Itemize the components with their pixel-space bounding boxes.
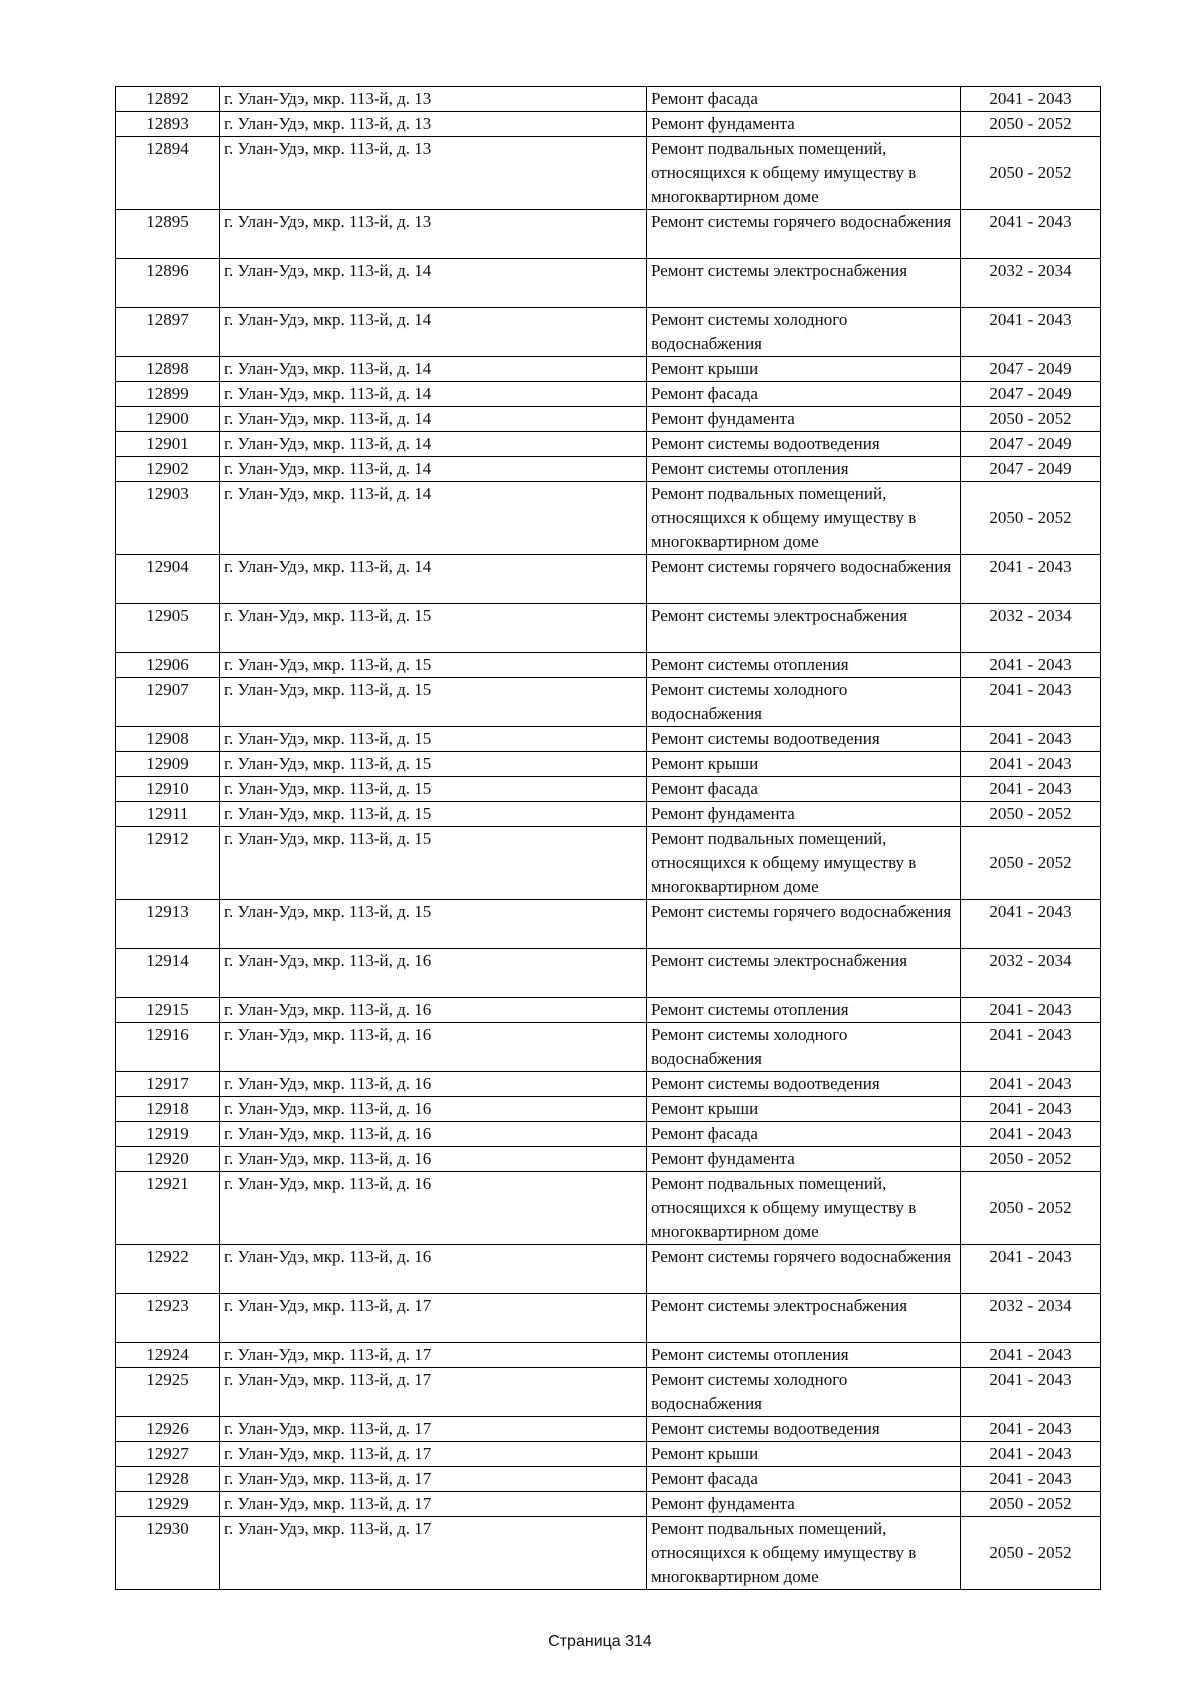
table-row xyxy=(116,1294,1101,1343)
row-period: 2032 - 2034 xyxy=(961,1294,1101,1343)
row-period: 2047 - 2049 xyxy=(961,457,1101,482)
row-work-type: Ремонт системы электроснабжения xyxy=(647,1294,961,1343)
row-period: 2041 - 2043 xyxy=(961,210,1101,259)
table-row xyxy=(116,998,1101,1023)
row-address: г. Улан-Удэ, мкр. 113-й, д. 16 xyxy=(220,949,647,998)
row-period: 2050 - 2052 xyxy=(961,1492,1101,1517)
row-number: 12928 xyxy=(116,1467,220,1492)
table-row xyxy=(116,210,1101,259)
row-work-type: Ремонт подвальных помещений, относящихся к общему имуществу в многоквартирном доме xyxy=(647,827,961,900)
row-number: 12912 xyxy=(116,827,220,900)
row-address: г. Улан-Удэ, мкр. 113-й, д. 14 xyxy=(220,357,647,382)
row-period: 2041 - 2043 xyxy=(961,678,1101,727)
row-work-type: Ремонт системы горячего водоснабжения xyxy=(647,555,961,604)
row-work-type: Ремонт фасада xyxy=(647,1122,961,1147)
table-row xyxy=(116,1368,1101,1417)
table-row xyxy=(116,1172,1101,1245)
row-number: 12925 xyxy=(116,1368,220,1417)
table-row xyxy=(116,308,1101,357)
row-address: г. Улан-Удэ, мкр. 113-й, д. 17 xyxy=(220,1343,647,1368)
row-address: г. Улан-Удэ, мкр. 113-й, д. 15 xyxy=(220,678,647,727)
row-address: г. Улан-Удэ, мкр. 113-й, д. 17 xyxy=(220,1517,647,1590)
row-work-type: Ремонт фундамента xyxy=(647,1492,961,1517)
row-work-type: Ремонт системы отопления xyxy=(647,1343,961,1368)
row-period: 2041 - 2043 xyxy=(961,1097,1101,1122)
row-address: г. Улан-Удэ, мкр. 113-й, д. 13 xyxy=(220,87,647,112)
table-row xyxy=(116,1517,1101,1590)
row-period: 2041 - 2043 xyxy=(961,308,1101,357)
row-address: г. Улан-Удэ, мкр. 113-й, д. 16 xyxy=(220,998,647,1023)
row-number: 12901 xyxy=(116,432,220,457)
table-row xyxy=(116,1343,1101,1368)
row-number: 12915 xyxy=(116,998,220,1023)
table-row xyxy=(116,357,1101,382)
row-work-type: Ремонт крыши xyxy=(647,1097,961,1122)
row-number: 12929 xyxy=(116,1492,220,1517)
row-period: 2050 - 2052 xyxy=(961,827,1101,900)
row-work-type: Ремонт подвальных помещений, относящихся к общему имуществу в многоквартирном доме xyxy=(647,1172,961,1245)
row-address: г. Улан-Удэ, мкр. 113-й, д. 15 xyxy=(220,727,647,752)
row-period: 2050 - 2052 xyxy=(961,1172,1101,1245)
row-number: 12908 xyxy=(116,727,220,752)
row-address: г. Улан-Удэ, мкр. 113-й, д. 14 xyxy=(220,407,647,432)
row-address: г. Улан-Удэ, мкр. 113-й, д. 15 xyxy=(220,777,647,802)
row-number: 12918 xyxy=(116,1097,220,1122)
table-row xyxy=(116,457,1101,482)
capital-repair-table xyxy=(115,86,1101,1590)
row-period: 2050 - 2052 xyxy=(961,802,1101,827)
row-period: 2047 - 2049 xyxy=(961,432,1101,457)
row-period: 2041 - 2043 xyxy=(961,1467,1101,1492)
row-address: г. Улан-Удэ, мкр. 113-й, д. 15 xyxy=(220,900,647,949)
row-work-type: Ремонт фундамента xyxy=(647,1147,961,1172)
row-number: 12907 xyxy=(116,678,220,727)
row-work-type: Ремонт фасада xyxy=(647,87,961,112)
row-number: 12894 xyxy=(116,137,220,210)
row-address: г. Улан-Удэ, мкр. 113-й, д. 17 xyxy=(220,1368,647,1417)
row-work-type: Ремонт системы отопления xyxy=(647,998,961,1023)
row-period: 2032 - 2034 xyxy=(961,259,1101,308)
row-number: 12916 xyxy=(116,1023,220,1072)
row-number: 12903 xyxy=(116,482,220,555)
row-work-type: Ремонт крыши xyxy=(647,752,961,777)
row-work-type: Ремонт системы электроснабжения xyxy=(647,259,961,308)
row-address: г. Улан-Удэ, мкр. 113-й, д. 14 xyxy=(220,457,647,482)
row-period: 2041 - 2043 xyxy=(961,1023,1101,1072)
row-period: 2050 - 2052 xyxy=(961,1517,1101,1590)
row-work-type: Ремонт крыши xyxy=(647,357,961,382)
row-address: г. Улан-Удэ, мкр. 113-й, д. 15 xyxy=(220,802,647,827)
row-work-type: Ремонт системы водоотведения xyxy=(647,1417,961,1442)
row-period: 2041 - 2043 xyxy=(961,752,1101,777)
row-address: г. Улан-Удэ, мкр. 113-й, д. 13 xyxy=(220,112,647,137)
table-body xyxy=(116,87,1101,1590)
table-row xyxy=(116,777,1101,802)
row-address: г. Улан-Удэ, мкр. 113-й, д. 17 xyxy=(220,1417,647,1442)
row-address: г. Улан-Удэ, мкр. 113-й, д. 15 xyxy=(220,752,647,777)
row-number: 12906 xyxy=(116,653,220,678)
row-period: 2050 - 2052 xyxy=(961,112,1101,137)
table-row xyxy=(116,949,1101,998)
row-number: 12897 xyxy=(116,308,220,357)
row-period: 2041 - 2043 xyxy=(961,1245,1101,1294)
row-period: 2041 - 2043 xyxy=(961,1368,1101,1417)
row-period: 2050 - 2052 xyxy=(961,482,1101,555)
row-number: 12900 xyxy=(116,407,220,432)
row-number: 12913 xyxy=(116,900,220,949)
row-period: 2041 - 2043 xyxy=(961,87,1101,112)
row-period: 2041 - 2043 xyxy=(961,1343,1101,1368)
table-row xyxy=(116,1417,1101,1442)
row-number: 12923 xyxy=(116,1294,220,1343)
row-work-type: Ремонт системы горячего водоснабжения xyxy=(647,900,961,949)
row-address: г. Улан-Удэ, мкр. 113-й, д. 14 xyxy=(220,555,647,604)
row-period: 2041 - 2043 xyxy=(961,998,1101,1023)
row-work-type: Ремонт подвальных помещений, относящихся к общему имуществу в многоквартирном доме xyxy=(647,482,961,555)
table-row xyxy=(116,482,1101,555)
table-row xyxy=(116,1442,1101,1467)
table-row xyxy=(116,900,1101,949)
row-address: г. Улан-Удэ, мкр. 113-й, д. 14 xyxy=(220,308,647,357)
row-number: 12917 xyxy=(116,1072,220,1097)
row-address: г. Улан-Удэ, мкр. 113-й, д. 16 xyxy=(220,1023,647,1072)
row-period: 2041 - 2043 xyxy=(961,777,1101,802)
row-period: 2041 - 2043 xyxy=(961,1122,1101,1147)
row-number: 12898 xyxy=(116,357,220,382)
row-period: 2041 - 2043 xyxy=(961,900,1101,949)
row-period: 2041 - 2043 xyxy=(961,653,1101,678)
row-number: 12895 xyxy=(116,210,220,259)
table-row xyxy=(116,555,1101,604)
table-row xyxy=(116,112,1101,137)
row-number: 12922 xyxy=(116,1245,220,1294)
row-number: 12914 xyxy=(116,949,220,998)
row-work-type: Ремонт фасада xyxy=(647,382,961,407)
table-row xyxy=(116,1467,1101,1492)
row-number: 12909 xyxy=(116,752,220,777)
table-row xyxy=(116,1023,1101,1072)
row-period: 2041 - 2043 xyxy=(961,555,1101,604)
row-number: 12927 xyxy=(116,1442,220,1467)
row-work-type: Ремонт системы отопления xyxy=(647,653,961,678)
row-address: г. Улан-Удэ, мкр. 113-й, д. 17 xyxy=(220,1467,647,1492)
table-row xyxy=(116,382,1101,407)
row-period: 2050 - 2052 xyxy=(961,1147,1101,1172)
table-row xyxy=(116,137,1101,210)
row-work-type: Ремонт системы электроснабжения xyxy=(647,949,961,998)
row-work-type: Ремонт системы холодного водоснабжения xyxy=(647,308,961,357)
row-period: 2032 - 2034 xyxy=(961,604,1101,653)
row-address: г. Улан-Удэ, мкр. 113-й, д. 13 xyxy=(220,137,647,210)
row-number: 12893 xyxy=(116,112,220,137)
row-address: г. Улан-Удэ, мкр. 113-й, д. 14 xyxy=(220,259,647,308)
row-address: г. Улан-Удэ, мкр. 113-й, д. 15 xyxy=(220,653,647,678)
row-work-type: Ремонт системы горячего водоснабжения xyxy=(647,210,961,259)
row-address: г. Улан-Удэ, мкр. 113-й, д. 17 xyxy=(220,1442,647,1467)
row-work-type: Ремонт системы холодного водоснабжения xyxy=(647,678,961,727)
row-work-type: Ремонт системы горячего водоснабжения xyxy=(647,1245,961,1294)
row-work-type: Ремонт фундамента xyxy=(647,802,961,827)
row-work-type: Ремонт фасада xyxy=(647,777,961,802)
table-row xyxy=(116,653,1101,678)
row-address: г. Улан-Удэ, мкр. 113-й, д. 14 xyxy=(220,382,647,407)
row-address: г. Улан-Удэ, мкр. 113-й, д. 17 xyxy=(220,1492,647,1517)
table-row xyxy=(116,1122,1101,1147)
row-work-type: Ремонт системы электроснабжения xyxy=(647,604,961,653)
row-address: г. Улан-Удэ, мкр. 113-й, д. 16 xyxy=(220,1245,647,1294)
row-number: 12892 xyxy=(116,87,220,112)
table-row xyxy=(116,87,1101,112)
row-number: 12905 xyxy=(116,604,220,653)
row-address: г. Улан-Удэ, мкр. 113-й, д. 16 xyxy=(220,1097,647,1122)
table-row xyxy=(116,827,1101,900)
row-number: 12921 xyxy=(116,1172,220,1245)
row-address: г. Улан-Удэ, мкр. 113-й, д. 16 xyxy=(220,1172,647,1245)
row-period: 2050 - 2052 xyxy=(961,137,1101,210)
table-row xyxy=(116,1245,1101,1294)
row-work-type: Ремонт системы холодного водоснабжения xyxy=(647,1368,961,1417)
row-work-type: Ремонт крыши xyxy=(647,1442,961,1467)
page-number: Страница 314 xyxy=(548,1633,652,1650)
row-address: г. Улан-Удэ, мкр. 113-й, д. 16 xyxy=(220,1072,647,1097)
row-number: 12910 xyxy=(116,777,220,802)
row-address: г. Улан-Удэ, мкр. 113-й, д. 17 xyxy=(220,1294,647,1343)
row-period: 2047 - 2049 xyxy=(961,357,1101,382)
row-work-type: Ремонт системы водоотведения xyxy=(647,727,961,752)
table-row xyxy=(116,1147,1101,1172)
row-work-type: Ремонт фундамента xyxy=(647,112,961,137)
row-address: г. Улан-Удэ, мкр. 113-й, д. 13 xyxy=(220,210,647,259)
row-period: 2041 - 2043 xyxy=(961,1442,1101,1467)
row-address: г. Улан-Удэ, мкр. 113-й, д. 15 xyxy=(220,604,647,653)
row-work-type: Ремонт фундамента xyxy=(647,407,961,432)
row-period: 2041 - 2043 xyxy=(961,727,1101,752)
row-address: г. Улан-Удэ, мкр. 113-й, д. 16 xyxy=(220,1122,647,1147)
row-period: 2050 - 2052 xyxy=(961,407,1101,432)
row-number: 12904 xyxy=(116,555,220,604)
row-number: 12920 xyxy=(116,1147,220,1172)
row-work-type: Ремонт системы холодного водоснабжения xyxy=(647,1023,961,1072)
row-period: 2032 - 2034 xyxy=(961,949,1101,998)
table-row xyxy=(116,1097,1101,1122)
row-work-type: Ремонт подвальных помещений, относящихся к общему имуществу в многоквартирном доме xyxy=(647,137,961,210)
table-row xyxy=(116,727,1101,752)
row-address: г. Улан-Удэ, мкр. 113-й, д. 14 xyxy=(220,482,647,555)
row-number: 12930 xyxy=(116,1517,220,1590)
row-number: 12896 xyxy=(116,259,220,308)
table-row xyxy=(116,1072,1101,1097)
row-number: 12911 xyxy=(116,802,220,827)
table-row xyxy=(116,752,1101,777)
table-row xyxy=(116,604,1101,653)
row-address: г. Улан-Удэ, мкр. 113-й, д. 15 xyxy=(220,827,647,900)
row-work-type: Ремонт подвальных помещений, относящихся к общему имуществу в многоквартирном доме xyxy=(647,1517,961,1590)
table-row xyxy=(116,259,1101,308)
table-row xyxy=(116,678,1101,727)
row-number: 12926 xyxy=(116,1417,220,1442)
table-row xyxy=(116,407,1101,432)
row-work-type: Ремонт системы отопления xyxy=(647,457,961,482)
table-row xyxy=(116,1492,1101,1517)
row-work-type: Ремонт системы водоотведения xyxy=(647,1072,961,1097)
row-period: 2047 - 2049 xyxy=(961,382,1101,407)
row-number: 12919 xyxy=(116,1122,220,1147)
row-period: 2041 - 2043 xyxy=(961,1417,1101,1442)
row-work-type: Ремонт системы водоотведения xyxy=(647,432,961,457)
row-work-type: Ремонт фасада xyxy=(647,1467,961,1492)
row-number: 12899 xyxy=(116,382,220,407)
row-address: г. Улан-Удэ, мкр. 113-й, д. 16 xyxy=(220,1147,647,1172)
table-row xyxy=(116,432,1101,457)
row-period: 2041 - 2043 xyxy=(961,1072,1101,1097)
row-number: 12924 xyxy=(116,1343,220,1368)
row-number: 12902 xyxy=(116,457,220,482)
table-row xyxy=(116,802,1101,827)
row-address: г. Улан-Удэ, мкр. 113-й, д. 14 xyxy=(220,432,647,457)
